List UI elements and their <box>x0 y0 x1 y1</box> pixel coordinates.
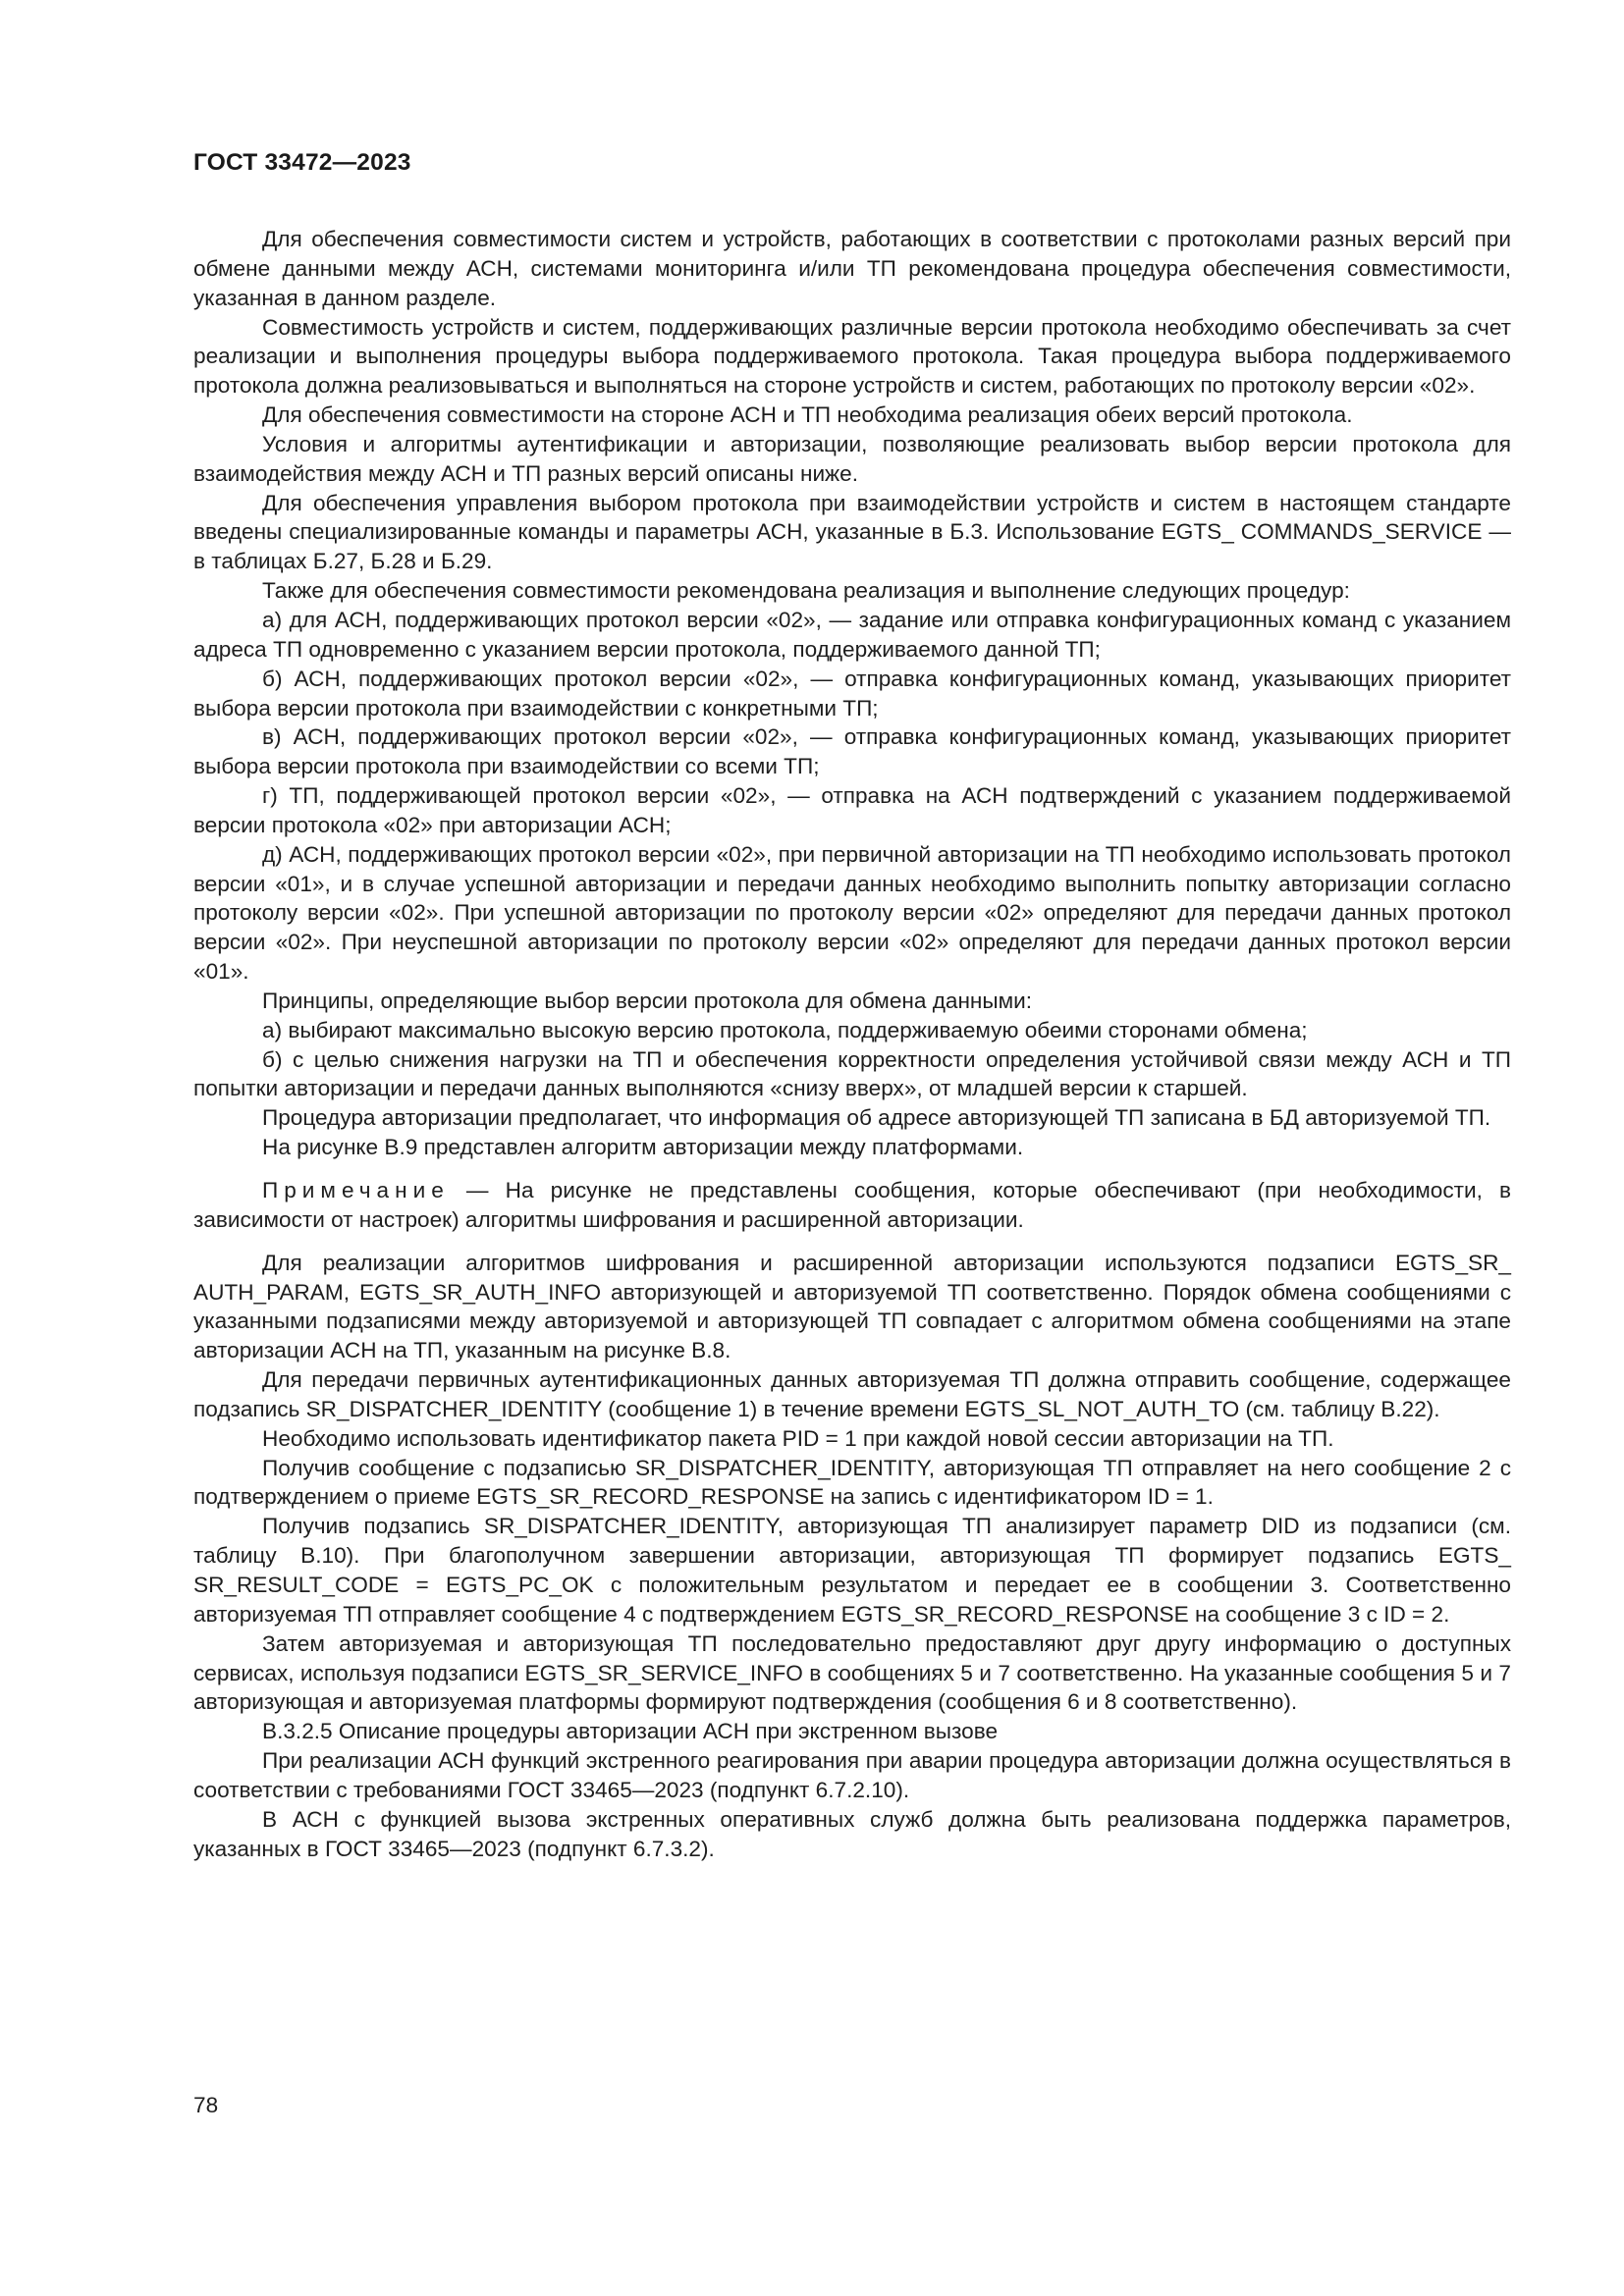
paragraph: Получив сообщение с подзаписью SR_DISPATCHER_IDENTITY, авторизующая ТП отправляет на него сообщение 2 с подтверждением о приеме EGTS_SR_RECORD_RESPONSE на запись с идентификатором ID = 1. <box>193 1455 1511 1510</box>
paragraph: Получив подзапись SR_DISPATCHER_IDENTITY, авторизующая ТП анализирует параметр DID из подзаписи (см. таблицу В.10). При благополучном завершении авторизации, авторизующая ТП формирует подзапись EGTS_ SR_RESULT_CODE = EGTS_PC_OK с положительным результатом и передает ее в сообщении 3. Соответственно авторизуемая ТП отправляет сообщение 4 с подтверждением EGTS_SR_RECORD_RESPONSE на сообщение 3 с ID = 2. <box>193 1514 1511 1627</box>
paragraph: Для обеспечения совместимости на стороне АСН и ТП необходима реализация обеих версий протокола. <box>262 402 1353 428</box>
paragraph: В АСН с функцией вызова экстренных оперативных служб должна быть реализована поддержка параметров, указанных в ГОСТ 33465—2023 (подпункт 6.7.3.2). <box>193 1806 1511 1861</box>
paragraph: Принципы, определяющие выбор версии протокола для обмена данными: <box>262 988 1033 1013</box>
note-text: — На рисунке не представлены сообщения, которые обеспечивают (при необходимости, в зависимости от настроек) алгоритмы шифрования и расширенной авторизации. <box>193 1178 1511 1232</box>
note-label: Примечание <box>262 1178 450 1202</box>
paragraph: Затем авторизуемая и авторизующая ТП последовательно предоставляют друг другу информацию о доступных сервисах, используя подзаписи EGTS_SR_SERVICE_INFO в сообщениях 5 и 7 соответственно. На указанные сообщения 5 и 7 авторизующая и авторизуемая платформы формируют подтверждения (сообщения 6 и 8 соответственно). <box>193 1630 1511 1715</box>
paragraph: Совместимость устройств и систем, поддерживающих различные версии протокола необходимо обеспечивать за счет реализации и выполнения процедуры выбора поддерживаемого протокола. Такая процедура выбора поддерживаемого протокола должна реализовываться и выполняться на стороне устройств и систем, работающих по протоколу версии «02». <box>193 314 1511 399</box>
paragraph: Для передачи первичных аутентификационных данных авторизуемая ТП должна отправить сообщение, содержащее подзапись SR_DISPATCHER_IDENTITY (сообщение 1) в течение времени EGTS_SL_NOT_AUTH_TO (см. таблицу В.22). <box>193 1367 1511 1421</box>
list-item: б) с целью снижения нагрузки на ТП и обеспечения корректности определения устойчивой связи между АСН и ТП попытки авторизации и передачи данных выполняются «снизу вверх», от младшей версии к старшей. <box>193 1046 1511 1101</box>
paragraph: На рисунке В.9 представлен алгоритм авторизации между платформами. <box>262 1135 1024 1160</box>
list-item: г) ТП, поддерживающей протокол версии «02», — отправка на АСН подтверждений с указанием поддерживаемой версии протокола «02» при авторизации АСН; <box>193 783 1511 837</box>
list-item: а) выбирают максимально высокую версию протокола, поддерживаемую обеими сторонами обмена; <box>262 1017 1308 1042</box>
paragraph: Процедура авторизации предполагает, что информация об адресе авторизующей ТП записана в БД авторизуемой ТП. <box>262 1105 1491 1131</box>
document-body <box>193 225 1511 1863</box>
paragraph: Условия и алгоритмы аутентификации и авторизации, позволяющие реализовать выбор версии протокола для взаимодействия между АСН и ТП разных версий описаны ниже. <box>193 431 1511 486</box>
paragraph: Для обеспечения управления выбором протокола при взаимодействии устройств и систем в настоящем стандарте введены специализированные команды и параметры АСН, указанные в Б.3. Использование EGTS_ COMMANDS_SERVICE — в таблицах Б.27, Б.28 и Б.29. <box>193 490 1511 574</box>
document-header: ГОСТ 33472—2023 <box>193 149 411 176</box>
paragraph: Для обеспечения совместимости систем и устройств, работающих в соответствии с протоколами разных версий при обмене данными между АСН, системами мониторинга и/или ТП рекомендована процедура обеспечения совместимости, указанная в данном разделе. <box>193 227 1511 310</box>
note <box>193 1176 1511 1235</box>
list-item: в) АСН, поддерживающих протокол версии «02», — отправка конфигурационных команд, указывающих приоритет выбора версии протокола при взаимодействии со всеми ТП; <box>193 724 1511 779</box>
paragraph: Также для обеспечения совместимости рекомендована реализация и выполнение следующих процедур: <box>262 578 1350 604</box>
list-item: а) для АСН, поддерживающих протокол версии «02», — задание или отправка конфигурационных команд с указанием адреса ТП одновременно с указанием версии протокола, поддерживаемого данной ТП; <box>193 607 1511 662</box>
list-item: б) АСН, поддерживающих протокол версии «02», — отправка конфигурационных команд, указывающих приоритет выбора версии протокола при взаимодействии с конкретными ТП; <box>193 666 1511 721</box>
section-heading: В.3.2.5 Описание процедуры авторизации АСН при экстренном вызове <box>262 1719 999 1744</box>
page-number: 78 <box>193 2093 219 2117</box>
paragraph: При реализации АСН функций экстренного реагирования при аварии процедура авторизации должна осуществляться в соответствии с требованиями ГОСТ 33465—2023 (подпункт 6.7.2.10). <box>193 1748 1511 1802</box>
paragraph: Для реализации алгоритмов шифрования и расширенной авторизации используются подзаписи EGTS_SR_ AUTH_PARAM, EGTS_SR_AUTH_INFO авторизующей и авторизуемой ТП соответственно. Порядок обмена сообщениями с указанными подзаписями между авторизуемой и авторизующей ТП совпадает с алгоритмом обмена сообщениями на этапе авторизации АСН на ТП, указанным на рисунке В.8. <box>193 1250 1511 1363</box>
list-item: д) АСН, поддерживающих протокол версии «02», при первичной авторизации на ТП необходимо использовать протокол версии «01», и в случае успешной авторизации и передачи данных необходимо выполнить попытку авторизации согласно протоколу версии «02». При успешной авторизации по протоколу версии «02» определяют для передачи данных протокол версии «02». При неуспешной авторизации по протоколу версии «02» определяют для передачи данных протокол версии «01». <box>193 841 1511 985</box>
paragraph: Необходимо использовать идентификатор пакета PID = 1 при каждой новой сессии авторизации на ТП. <box>262 1425 1334 1451</box>
